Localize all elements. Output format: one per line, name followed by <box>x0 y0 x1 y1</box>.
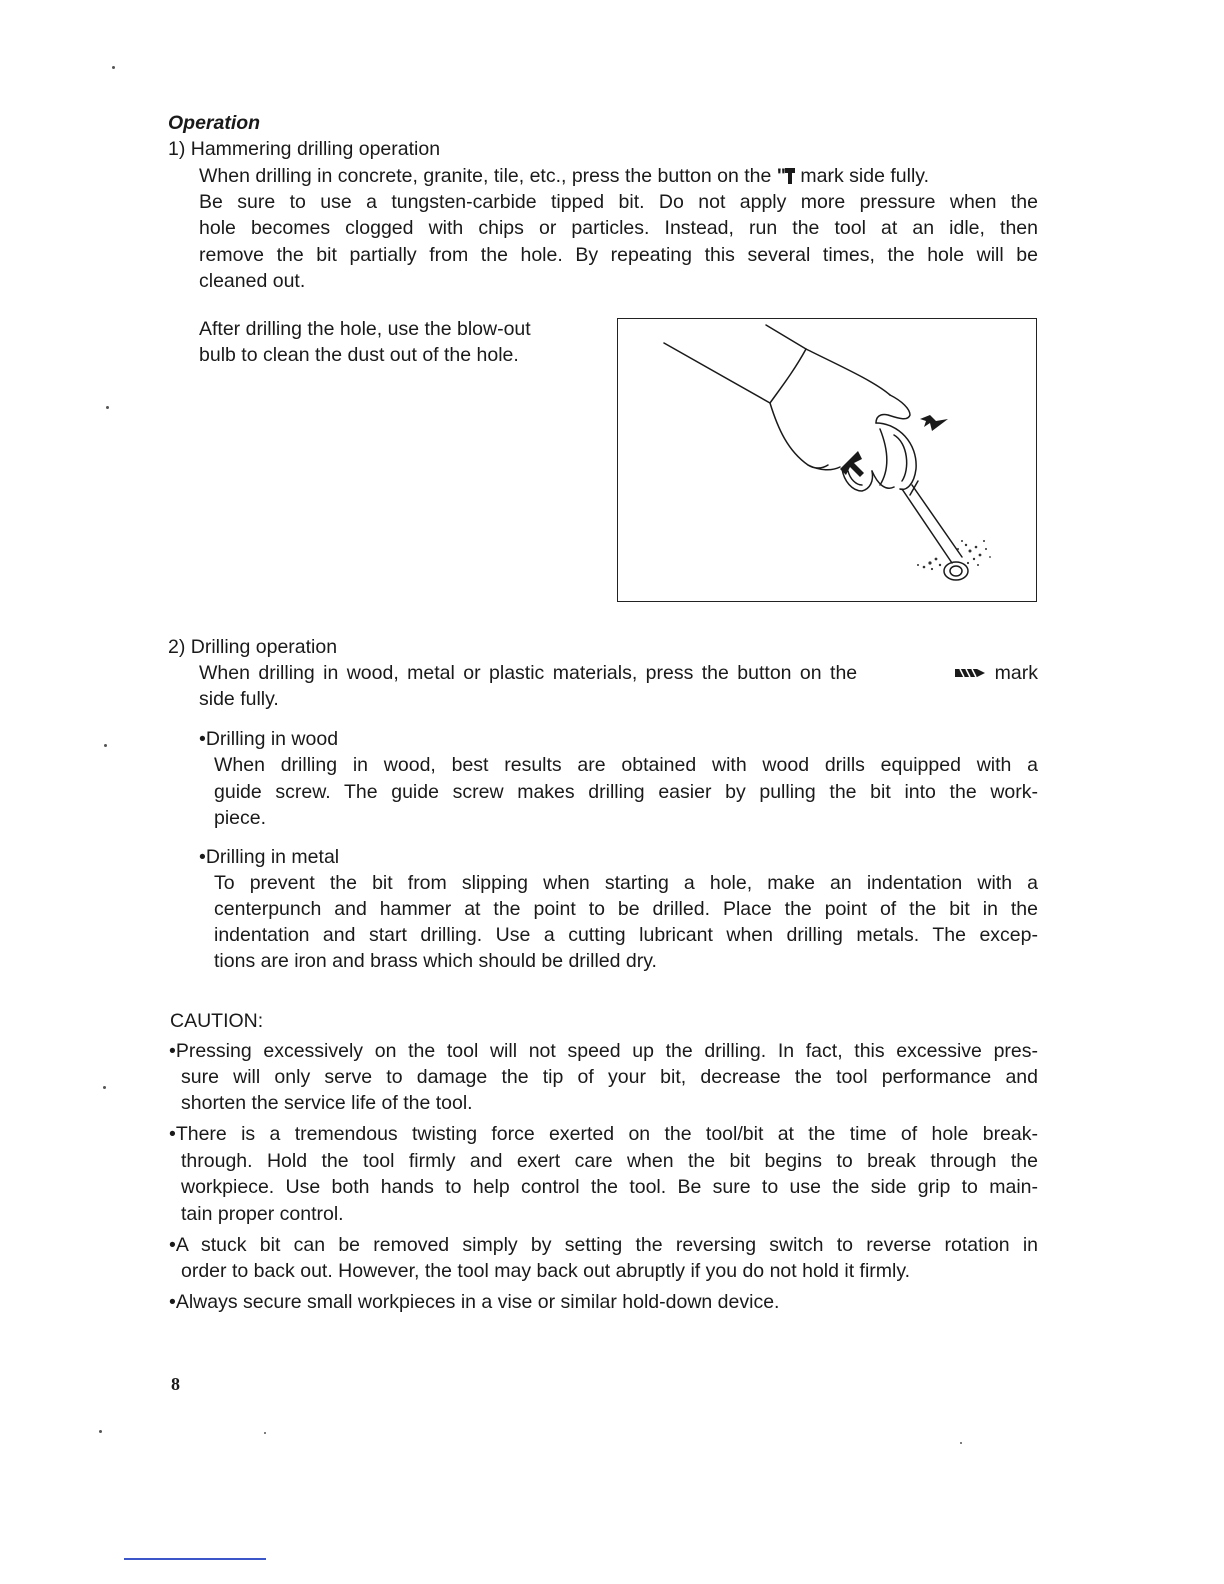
wood-line-2: guide screw. The guide screw makes drilling easier by pulling the bit into the work- <box>214 781 1038 803</box>
page-number: 8 <box>171 1374 180 1394</box>
bottom-rule <box>124 1558 266 1560</box>
section1-line-1-text: When drilling in concrete, granite, tile, etc., press the button on the <box>199 165 772 187</box>
metal-line-3: indentation and start drilling. Use a cutting lubricant when drilling metals. The excep- <box>214 924 1038 946</box>
section1-line-5: cleaned out. <box>199 270 306 292</box>
section1-line-2: Be sure to use a tungsten-carbide tipped bit. Do not apply more pressure when the <box>199 191 1038 213</box>
section1-line-1 <box>199 163 1038 189</box>
scan-speck <box>106 406 109 409</box>
section2-line-2: side fully. <box>199 688 279 710</box>
section-heading: Operation <box>168 112 261 134</box>
caution-title: CAUTION: <box>170 1010 264 1032</box>
scan-speck <box>960 1442 962 1444</box>
caution-2-line-1: •There is a tremendous twisting force exerted on the tool/bit at the time of hole break- <box>169 1123 1038 1145</box>
metal-title: •Drilling in metal <box>199 846 340 868</box>
caution-2-line-2: through. Hold the tool firmly and exert care when the bit begins to break through the <box>181 1150 1038 1172</box>
metal-line-1: To prevent the bit from slipping when starting a hole, make an indentation with a <box>214 872 1038 894</box>
section2-mark-word: mark <box>994 662 1038 684</box>
caution-1-line-2: sure will only serve to damage the tip of your bit, decrease the tool performance and <box>181 1066 1038 1088</box>
wood-title: •Drilling in wood <box>199 728 339 750</box>
metal-line-2: centerpunch and hammer at the point to be drilled. Place the point of the bit in the <box>214 898 1038 920</box>
caution-1-line-1: •Pressing excessively on the tool will not speed up the drilling. In fact, this excessive pres- <box>169 1040 1038 1062</box>
section2-title: 2) Drilling operation <box>168 636 338 658</box>
caution-3-line-2: order to back out. However, the tool may back out abruptly if you do not hold it firmly. <box>181 1260 911 1282</box>
drill-mark-icon <box>955 668 985 678</box>
caution-3-line-1: •A stuck bit can be removed simply by setting the reversing switch to reverse rotation in <box>169 1234 1038 1256</box>
section1-line-3: hole becomes clogged with chips or particles. Instead, run the tool at an idle, then <box>199 217 1038 239</box>
section2-line-1-text: When drilling in wood, metal or plastic materials, press the button on the <box>199 662 858 684</box>
section2-line-1-tail <box>955 660 1038 686</box>
blow-out-bulb-illustration <box>618 319 1038 603</box>
section1-title: 1) Hammering drilling operation <box>168 138 441 160</box>
scan-speck <box>103 1086 106 1089</box>
scan-speck <box>104 744 107 747</box>
section1-line-1-tail: mark side fully. <box>800 165 930 187</box>
caution-1-line-3: shorten the service life of the tool. <box>181 1092 473 1114</box>
blow-out-bulb-figure <box>617 318 1037 602</box>
hammer-mark-icon: " <box>777 163 795 189</box>
caution-4-line-1: •Always secure small workpieces in a vise or similar hold-down device. <box>169 1291 780 1313</box>
after-drilling-line-2: bulb to clean the dust out of the hole. <box>199 344 519 366</box>
after-drilling-line-1: After drilling the hole, use the blow-out <box>199 318 531 340</box>
section1-line-4: remove the bit partially from the hole. By repeating this several times, the hole will be <box>199 244 1038 266</box>
metal-line-4: tions are iron and brass which should be drilled dry. <box>214 950 657 972</box>
wood-line-1: When drilling in wood, best results are obtained with wood drills equipped with a <box>214 754 1038 776</box>
caution-2-line-4: tain proper control. <box>181 1203 344 1225</box>
caution-2-line-3: workpiece. Use both hands to help control the tool. Be sure to use the side grip to main- <box>181 1176 1038 1198</box>
scan-speck <box>264 1432 266 1434</box>
scan-speck <box>99 1430 102 1433</box>
section2-line-1 <box>199 660 1038 686</box>
wood-line-3: piece. <box>214 807 267 829</box>
scan-speck <box>112 66 115 69</box>
